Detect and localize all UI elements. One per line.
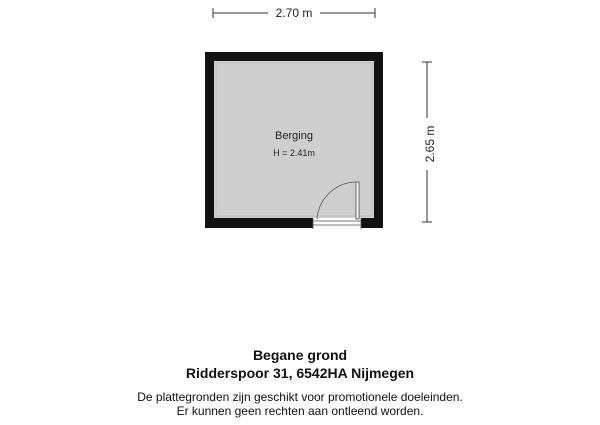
disclaimer-line-2: Er kunnen geen rechten aan ontleend worden.: [176, 404, 424, 418]
address-title: Ridderspoor 31, 6542HA Nijmegen: [185, 365, 415, 381]
width-dimension: [213, 5, 375, 21]
room-height-label: H = 2.41m: [273, 148, 315, 158]
door-leaf: [356, 182, 359, 219]
width-dimension-label: 2.70 m: [275, 6, 313, 20]
depth-dimension: [419, 62, 437, 222]
disclaimer-line-1: De plattegronden zijn geschikt voor promotionele doeleinden.: [137, 390, 463, 404]
depth-dimension-label: 2.65 m: [423, 125, 438, 163]
floor-level-title: Begane grond: [252, 347, 348, 363]
room-name-label: Berging: [275, 130, 313, 142]
